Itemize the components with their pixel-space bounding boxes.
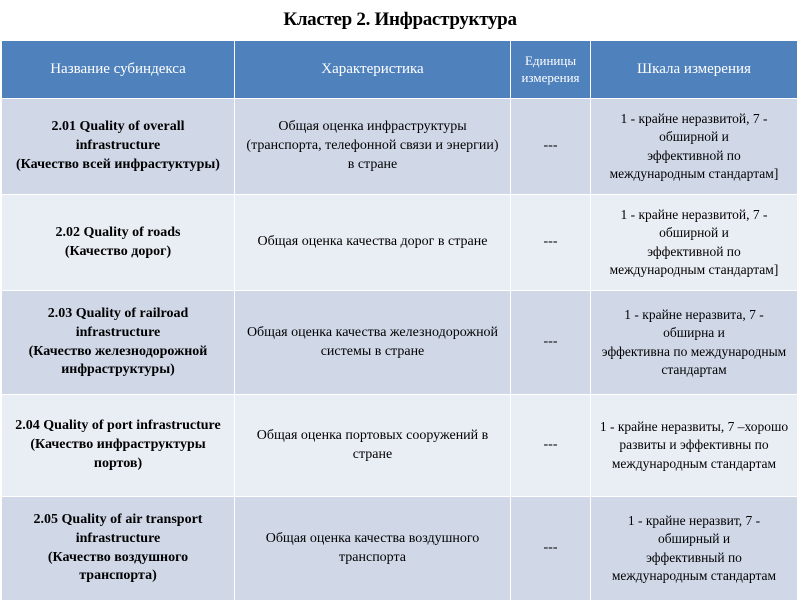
cell-name-line: инфраструктуры) — [61, 362, 175, 378]
cell-scale-line: 1 - крайне неразвитой, 7 - — [620, 111, 768, 127]
cell-characteristic — [235, 497, 511, 600]
cell-scale-line: 1 - крайне неразвитой, 7 - — [620, 207, 768, 223]
cell-scale — [591, 99, 798, 195]
cell-units: --- — [511, 497, 591, 600]
cell-scale-line: 1 - крайне неразвиты, 7 –хорошо — [599, 419, 789, 435]
cell-scale-line: международным стандартам] — [609, 165, 779, 181]
cell-scale-line: 1 - крайне неразвит, 7 - — [627, 513, 761, 529]
cell-characteristic — [235, 395, 511, 497]
cell-units: --- — [511, 99, 591, 195]
cell-characteristic-line: Общая оценка качества дорог в стране — [257, 234, 488, 250]
cell-characteristic — [235, 195, 511, 291]
cell-characteristic-line: Общая оценка качества воздушного — [265, 530, 480, 546]
cell-name-line: (Качество дорог) — [64, 243, 172, 259]
cell-name-line: (Качество воздушного — [47, 549, 189, 565]
cell-name — [2, 195, 235, 291]
table-row — [2, 291, 798, 395]
table-header-row — [2, 41, 798, 99]
cell-name-line: портов) — [93, 455, 143, 471]
cell-scale-line: международным стандартам — [611, 455, 777, 471]
cell-name — [2, 291, 235, 395]
cell-units: --- — [511, 195, 591, 291]
cell-name-line: 2.01 Quality of overall — [51, 119, 185, 135]
cell-scale-line: обширной и — [659, 129, 729, 145]
cell-scale-line: обширна и — [663, 325, 725, 341]
cell-units: --- — [511, 395, 591, 497]
cell-name — [2, 395, 235, 497]
header-scale: Шкала измерения — [591, 41, 798, 99]
cell-scale-line: обширный и — [657, 531, 731, 547]
cell-scale-line: 1 - крайне неразвита, 7 - — [624, 307, 764, 323]
table-row — [2, 99, 798, 195]
cell-name — [2, 497, 235, 600]
cell-characteristic-line: Общая оценка качества железнодорожной — [246, 324, 499, 340]
cell-scale-line: эффективной по — [647, 147, 741, 163]
cell-name-line: infrastructure — [75, 324, 161, 340]
cell-units: --- — [511, 291, 591, 395]
cell-name-line: 2.05 Quality of air transport — [33, 511, 203, 527]
cell-characteristic-line: Общая оценка портовых сооружений в — [256, 427, 489, 443]
cell-name-line: infrastructure — [75, 530, 161, 546]
header-units — [511, 41, 591, 99]
cell-scale — [591, 195, 798, 291]
cell-characteristic — [235, 99, 511, 195]
cell-name-line: (Качество всей инфрастуктуры) — [16, 156, 220, 172]
header-units-line2: измерения — [521, 69, 580, 85]
cell-name-line: транспорта) — [79, 568, 157, 584]
cell-scale-line: международным стандартам] — [609, 261, 779, 277]
cell-characteristic-line: стране — [352, 446, 393, 462]
cell-name-line: 2.02 Quality of roads — [55, 224, 181, 240]
cell-name-line: (Качество инфраструктуры — [30, 437, 206, 453]
infrastructure-table — [1, 40, 798, 600]
cell-characteristic-line: системы в стране — [320, 343, 425, 359]
header-characteristic: Характеристика — [235, 41, 511, 99]
cell-name — [2, 99, 235, 195]
cell-scale-line: развиты и эффективны по — [619, 437, 769, 453]
cell-characteristic-line: Общая оценка инфраструктуры — [278, 119, 467, 135]
cell-scale-line: эффективна по международным — [601, 343, 787, 359]
cell-scale-line: эффективной по — [647, 243, 741, 259]
cell-scale — [591, 395, 798, 497]
cell-scale-line: международным стандартам — [611, 567, 777, 583]
cell-name-line: (Качество железнодорожной — [28, 343, 208, 359]
page-title: Кластер 2. Инфраструктура — [283, 9, 517, 30]
cell-scale — [591, 497, 798, 600]
table-row — [2, 195, 798, 291]
cell-name-line: 2.03 Quality of railroad — [47, 305, 189, 321]
cell-characteristic-line: в стране — [347, 156, 398, 172]
cell-scale-line: обширной и — [659, 225, 729, 241]
header-name: Название субиндекса — [2, 41, 235, 99]
cell-scale-line: стандартам — [661, 361, 727, 377]
cell-characteristic-line: (транспорта, телефонной связи и энергии) — [246, 138, 499, 154]
cell-scale — [591, 291, 798, 395]
cell-name-line: infrastructure — [75, 138, 161, 154]
cell-characteristic-line: транспорта — [338, 549, 407, 565]
table-row — [2, 497, 798, 600]
cell-name-line: 2.04 Quality of port infrastructure — [15, 418, 221, 434]
header-units-line1: Единицы — [524, 52, 577, 68]
cell-characteristic — [235, 291, 511, 395]
table-row — [2, 395, 798, 497]
cell-scale-line: эффективный по — [646, 549, 742, 565]
